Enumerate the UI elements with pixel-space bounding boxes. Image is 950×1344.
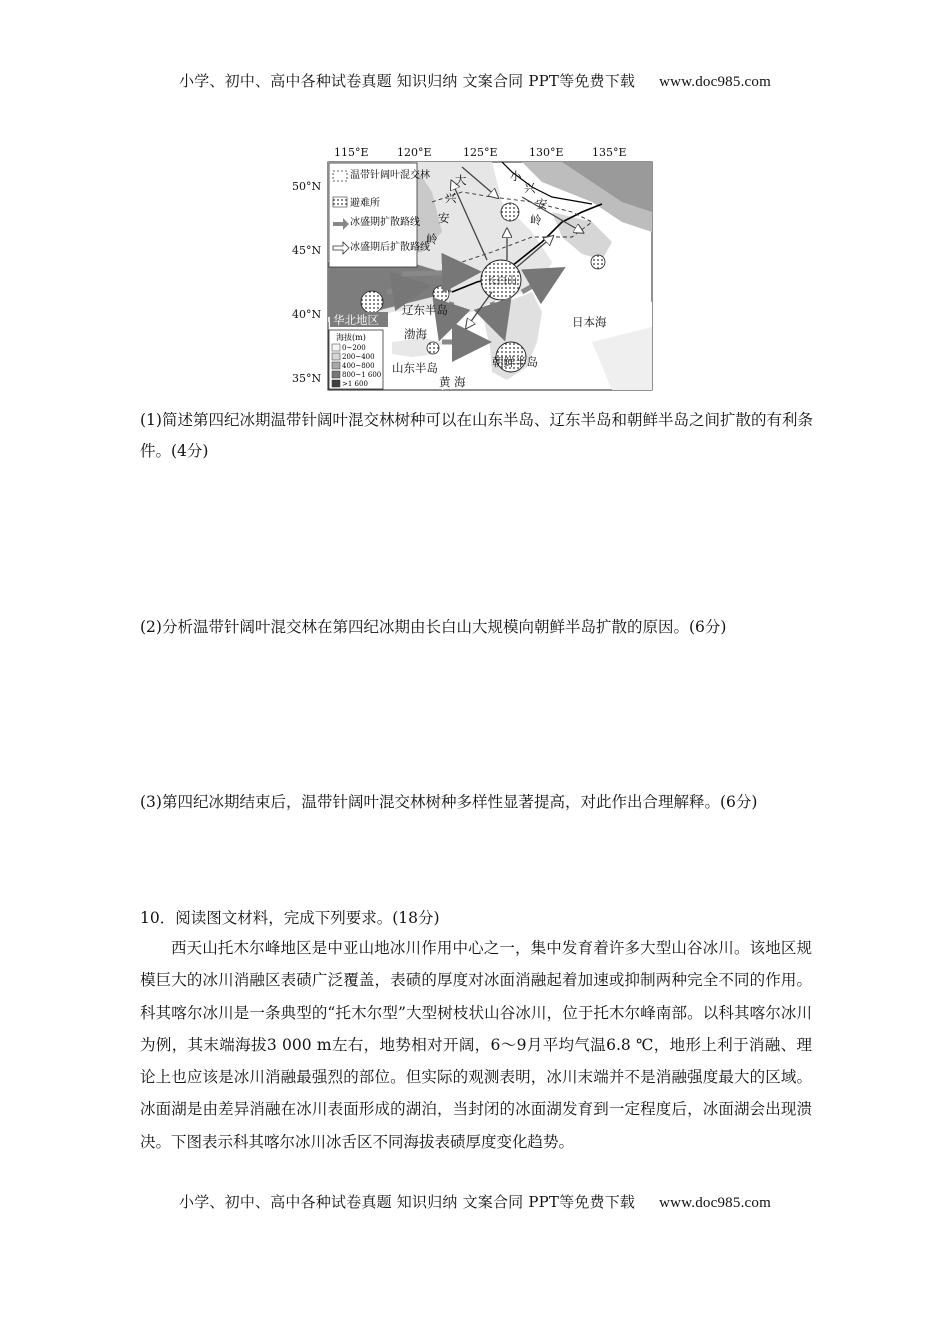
question-10-heading: 10．阅读图文材料，完成下列要求。(18分) (140, 909, 440, 927)
footer-text: 小学、初中、高中各种试卷真题 知识归纳 文案合同 PPT等免费下载 (179, 1193, 636, 1211)
refuge-huabei (361, 291, 383, 313)
label-daxinganling: 安 (438, 211, 450, 225)
elevation-level: 0~200 (342, 344, 366, 352)
lon-label: 135°E (592, 146, 627, 159)
legend-glacial-route: 冰盛期扩散路线 (350, 217, 420, 228)
elevation-title: 海拔(m) (336, 333, 366, 342)
legend-refuge-swatch (333, 197, 347, 207)
refuge-shandong (427, 342, 439, 354)
label-daxinganling: 岭 (426, 232, 438, 246)
label-korea: 朝鲜半岛 (492, 355, 538, 369)
elevation-legend (329, 330, 383, 389)
question-1: (1)简述第四纪冰期温带针阔叶混交林树种可以在山东半岛、辽东半岛和朝鲜半岛之间扩散的有利条件。(4分) (140, 411, 813, 460)
legend-refuge: 避难所 (350, 198, 380, 209)
label-xiaoxinganling: 安 (536, 197, 548, 211)
lat-label: 40°N (292, 308, 322, 321)
header-site-link[interactable]: www.doc985.com (659, 74, 771, 90)
header-text: 小学、初中、高中各种试卷真题 知识归纳 文案合同 PPT等免费下载 (179, 72, 636, 90)
legend-post-glacial-route: 冰盛期后扩散路线 (350, 242, 430, 253)
forest-diffusion-map (292, 142, 654, 392)
question-10-passage: 西天山托木尔峰地区是中亚山地冰川作用中心之一，集中发育着许多大型山谷冰川。该地区规模巨大的冰川消融区表碛广泛覆盖，表碛的厚度对冰面消融起着加速或抑制两种完全不同的作用。科其喀尔冰川是一条典型的“托木尔型”大型树枝状山谷冰川，位于托木尔峰南部。以科其喀尔冰川为例，其末端海拔3 000 m左右，地势相对开阔，6～9月平均气温6.8 ℃，地形上利于消融、理论上也应该是冰川消融最强烈的部位。但实际的观测表明，冰川末端并不是消融强度最大的区域。冰面湖是由差异消融在冰川表面形成的湖泊，当封闭的冰面湖发育到一定程度后，冰面湖会出现溃决。下图表示科其喀尔冰川冰舌区不同海拔表碛厚度变化趋势。 (140, 939, 812, 1151)
label-xiaoxinganling: 小 (510, 169, 522, 183)
label-huabei-box (330, 312, 388, 327)
label-changbaishan: 长白山 (487, 276, 517, 287)
question-3: (3)第四纪冰期结束后，温带针阔叶混交林树种多样性显著提高，对此作出合理解释。(6分) (140, 793, 758, 811)
label-daxinganling: 兴 (445, 191, 457, 205)
elevation-level: 800~1 600 (342, 371, 382, 379)
refuge-liaodong (433, 286, 449, 302)
label-shandong: 山东半岛 (392, 361, 438, 375)
elevation-level: >1 600 (342, 380, 368, 388)
legend-forest-swatch (333, 171, 347, 181)
refuge-north (501, 203, 519, 221)
label-xiaoxinganling: 岭 (530, 213, 542, 227)
label-daxinganling: 大 (455, 173, 467, 187)
label-huabei: 华北地区 (333, 313, 379, 327)
lon-label: 120°E (397, 146, 432, 159)
page-footer (0, 1191, 950, 1212)
lon-label: 125°E (463, 146, 498, 159)
lat-label: 45°N (292, 244, 322, 257)
lon-label: 115°E (334, 146, 369, 159)
lat-label: 50°N (292, 180, 322, 193)
label-xiaoxinganling: 兴 (524, 181, 536, 195)
label-huanghai: 黄 海 (439, 375, 466, 389)
elevation-level: 200~400 (342, 353, 375, 361)
label-bohai: 渤海 (404, 327, 427, 341)
page-header (0, 70, 950, 91)
elevation-level: 400~800 (342, 362, 375, 370)
map-legend (329, 163, 430, 267)
legend-forest: 温带针阔叶混交林 (350, 170, 430, 181)
question-2: (2)分析温带针阔叶混交林在第四纪冰期由长白山大规模向朝鲜半岛扩散的原因。(6分) (140, 618, 727, 636)
footer-site-link[interactable]: www.doc985.com (659, 1195, 771, 1211)
label-liaodong: 辽东半岛 (402, 303, 448, 317)
lat-label: 35°N (292, 372, 322, 385)
label-japan-sea: 日本海 (572, 315, 607, 329)
lon-label: 130°E (529, 146, 564, 159)
refuge-east (591, 255, 605, 269)
